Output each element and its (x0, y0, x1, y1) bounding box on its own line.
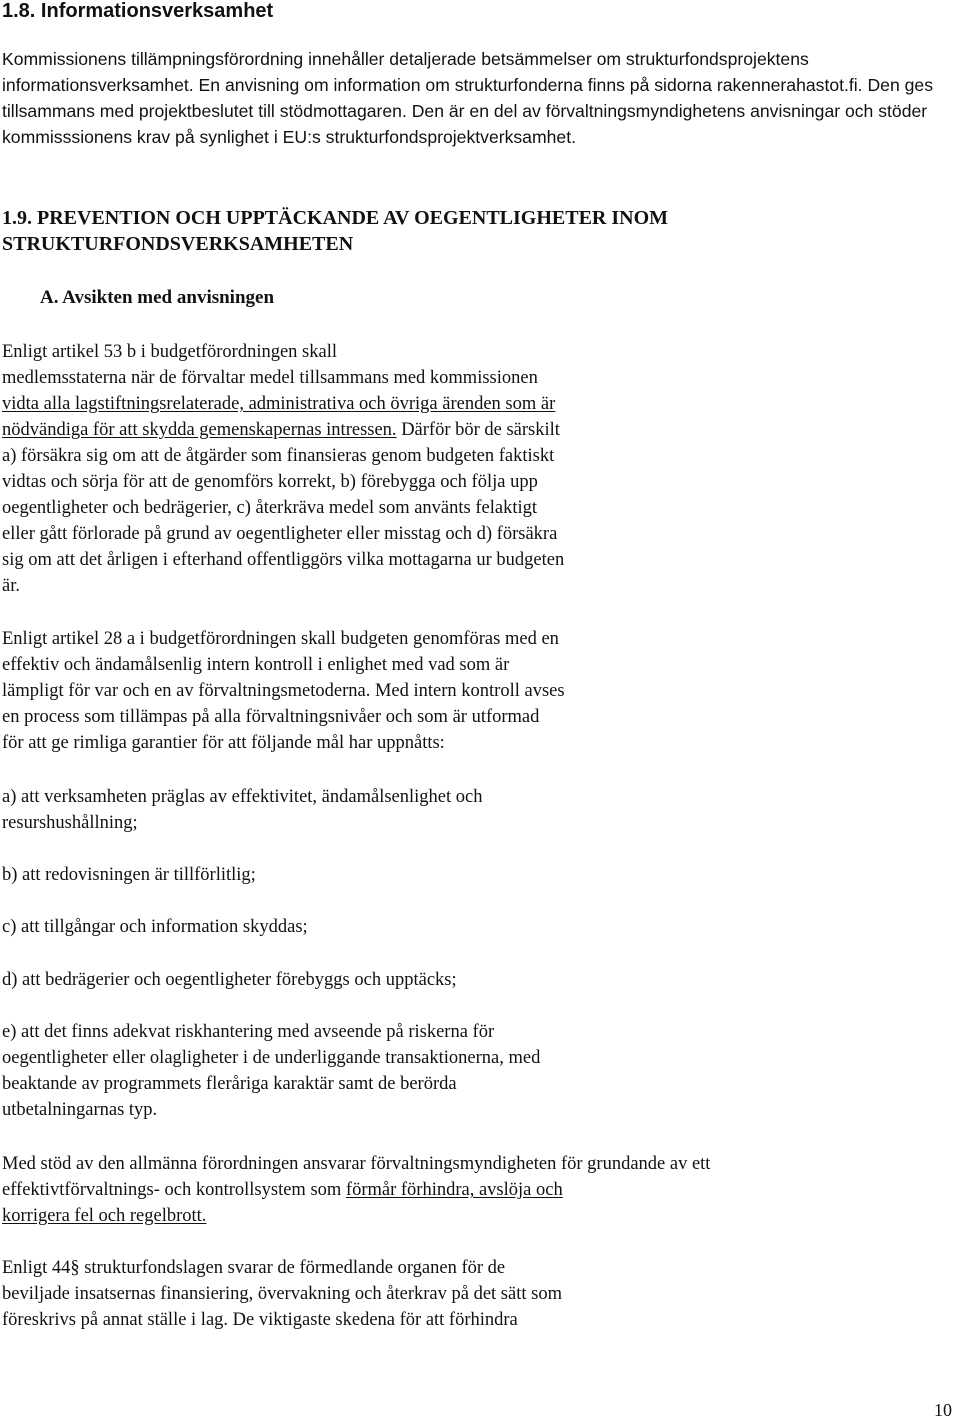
text-run: effektivtförvaltnings- och kontrollsystem som (2, 1180, 346, 1200)
text-line: beviljade insatsernas finansiering, övervakning och återkrav på det sätt som (2, 1284, 562, 1304)
text-line: resurshushållning; (2, 813, 138, 833)
text-line: föreskrivs på annat ställe i lag. De viktigaste skedena för att förhindra (2, 1310, 518, 1330)
text-line: oegentligheter eller olagligheter i de underliggande transaktionerna, med (2, 1048, 541, 1068)
text-line (2, 391, 555, 417)
text-line: Enligt artikel 28 a i budgetförordningen skall budgeten genomföras med en (2, 629, 559, 649)
underlined-text: förmår förhindra, avslöja och (345, 1180, 563, 1200)
text-line: medlemsstaterna när de förvaltar medel tillsammans med kommissionen (2, 368, 538, 388)
text-line (2, 1203, 206, 1229)
text-line: effektiv och ändamålsenlig intern kontroll i enlighet med vad som är (2, 655, 510, 675)
text-line: c) att tillgångar och information skyddas; (2, 917, 308, 937)
text-line: e) att det finns adekvat riskhantering med avseende på riskerna för (2, 1022, 495, 1042)
text-line: är. (2, 576, 20, 596)
text-line: utbetalningarnas typ. (2, 1100, 158, 1120)
text-line: a) försäkra sig om att de åtgärder som finansieras genom budgeten faktiskt (2, 446, 555, 466)
text-line: oegentligheter och bedrägerier, c) återkräva medel som använts felaktigt (2, 498, 538, 518)
text-line: b) att redovisningen är tillförlitlig; (2, 865, 256, 885)
text-line: a) att verksamheten präglas av effektivitet, ändamålsenlighet och (2, 787, 483, 807)
text-line: lämpligt för var och en av förvaltningsmetoderna. Med intern kontroll avses (2, 681, 565, 701)
text-line: en process som tillämpas på alla förvaltningsnivåer och som är utformad (2, 707, 540, 727)
text-line: Med stöd av den allmänna förordningen ansvarar förvaltningsmyndigheten för grundande av ett (2, 1154, 711, 1174)
section-paragraph: Kommissionens tillämpningsförordning innehåller detaljerade betsämmelser om strukturfondsprojektens informationsverksamhet. En anvisning om information om strukturfonderna finns på sidorna rakennerahastot.fi. Den ges tillsammans med projektbeslutet till stödmottagaren. Den är en del av förvaltningsmyndighetens anvisningar och stöder kommisssionens krav på synlighet i EU:s strukturfondsprojektverksamhet. (2, 49, 933, 147)
text-line (2, 417, 560, 443)
text-line: Enligt artikel 53 b i budgetförordningen skall (2, 342, 337, 362)
section-heading: 1.8. Informationsverksamhet (2, 0, 274, 22)
subsubsection-heading: A. Avsikten med anvisningen (40, 287, 275, 308)
text-line: för att ge rimliga garantier för att följande mål har uppnåtts: (2, 733, 445, 753)
text-line (2, 1177, 563, 1203)
text-line: d) att bedrägerier och oegentligheter förebyggs och upptäcks; (2, 970, 457, 990)
underlined-text: korrigera fel och regelbrott. (2, 1206, 207, 1226)
text-line: beaktande av programmets fleråriga karaktär samt de berörda (2, 1074, 457, 1094)
page-number: 10 (934, 1400, 952, 1420)
text-line: vidtas och sörja för att de genomförs korrekt, b) förebygga och följa upp (2, 472, 538, 492)
text-run: Därför bör de särskilt (396, 420, 560, 440)
underlined-text: nödvändiga för att skydda gemenskapernas intressen. (2, 420, 397, 440)
text-line: eller gått förlorade på grund av oegentligheter eller misstag och d) försäkra (2, 524, 558, 544)
underlined-text: vidta alla lagstiftningsrelaterade, administrativa och övriga ärenden som är (2, 394, 556, 414)
text-line: sig om att det årligen i efterhand offentliggörs vilka mottagarna ur budgeten (2, 550, 565, 570)
text-line: Enligt 44§ strukturfondslagen svarar de förmedlande organen för de (2, 1258, 506, 1278)
subsection-heading: 1.9. PREVENTION OCH UPPTÄCKANDE AV OEGENTLIGHETER INOM STRUKTURFONDSVERKSAMHETEN (2, 207, 669, 255)
